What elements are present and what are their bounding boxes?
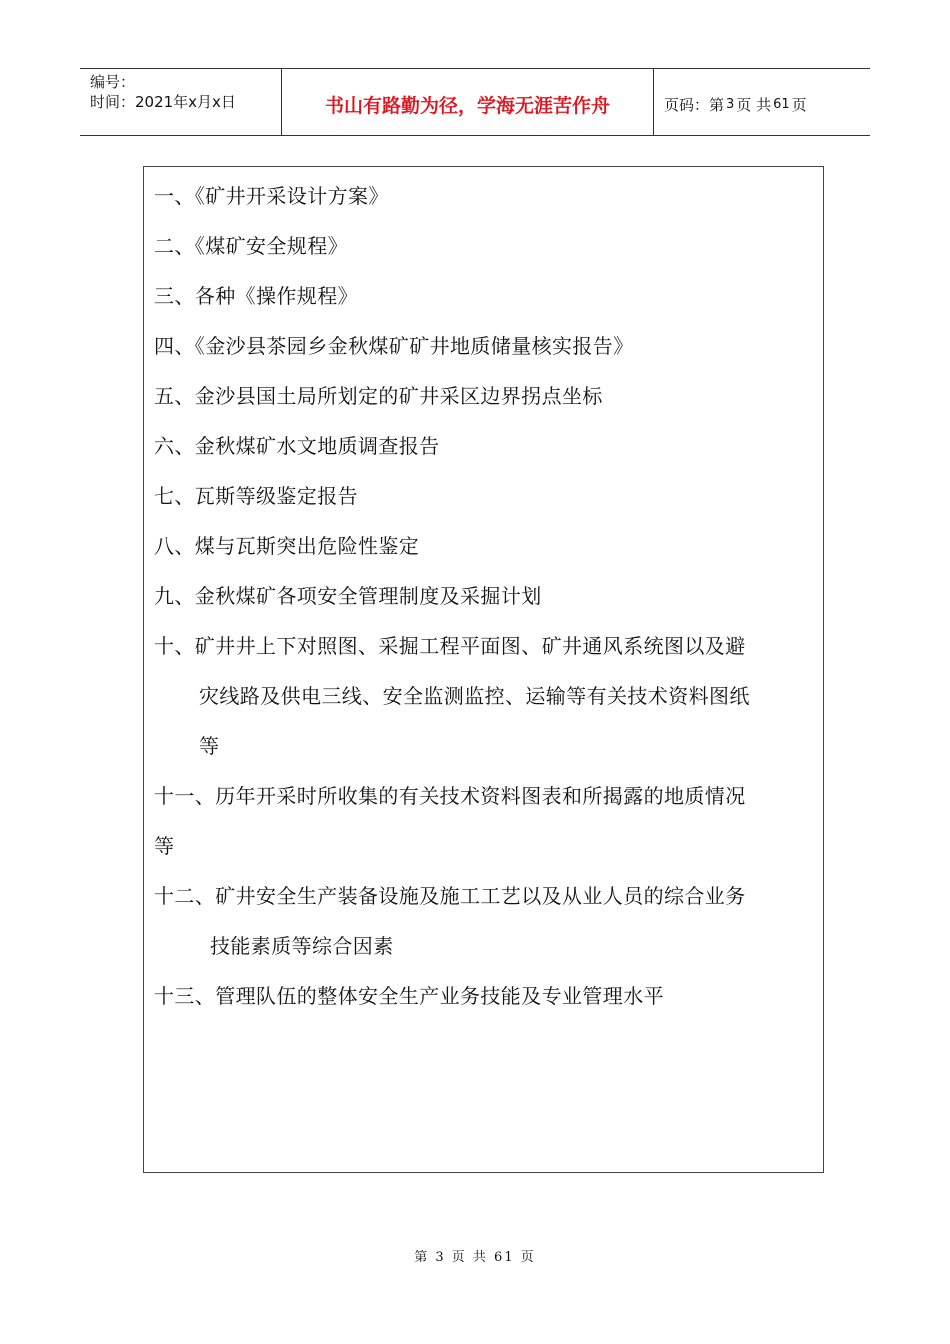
list-item: 八、煤与瓦斯突出危险性鉴定 [154,534,420,558]
list-item: 十、矿井井上下对照图、采掘工程平面图、矿井通风系统图以及避 [154,634,746,658]
page-prefix: 页码：第 [664,95,725,114]
page-suffix: 页 [791,95,807,114]
list-item: 十一、历年开采时所收集的有关技术资料图表和所揭露的地质情况 [154,784,746,808]
list-item: 一、《矿井开采设计方案》 [154,184,389,208]
page-mid: 页 共 [736,95,772,114]
page-total: 61 [773,96,790,112]
list-item-continuation: 技能素质等综合因素 [210,934,394,958]
page-current: 3 [726,96,735,112]
list-item: 二、《煤矿安全规程》 [154,234,348,258]
list-item: 七、瓦斯等级鉴定报告 [154,484,358,508]
list-item-continuation: 等 [154,834,175,858]
list-item: 三、各种《操作规程》 [154,284,358,308]
list-item: 五、金沙县国土局所划定的矿井采区边界拐点坐标 [154,384,603,408]
list-item: 六、金秋煤矿水文地质调查报告 [154,434,440,458]
list-item-continuation: 等 [199,734,220,758]
list-item-continuation: 灾线路及供电三线、安全监测监控、运输等有关技术资料图纸 [199,684,750,708]
list-item: 十二、矿井安全生产装备设施及施工工艺以及从业人员的综合业务 [154,884,746,908]
page-header [80,68,870,136]
document-list-box [143,166,824,1173]
header-meta [80,69,282,135]
list-item: 四、《金沙县茶园乡金秋煤矿矿井地质储量核实报告》 [154,334,634,358]
header-motto: 书山有路勤为径，学海无涯苦作舟 [282,69,654,135]
list-item: 十三、管理队伍的整体安全生产业务技能及专业管理水平 [154,984,664,1008]
header-page-number [654,69,870,135]
page-footer: 第 3 页 共 61 页 [414,1250,536,1265]
list-item: 九、金秋煤矿各项安全管理制度及采掘计划 [154,584,542,608]
code-label: 编号： [90,73,136,91]
date-label: 时间：2021年x月x日 [90,93,236,111]
